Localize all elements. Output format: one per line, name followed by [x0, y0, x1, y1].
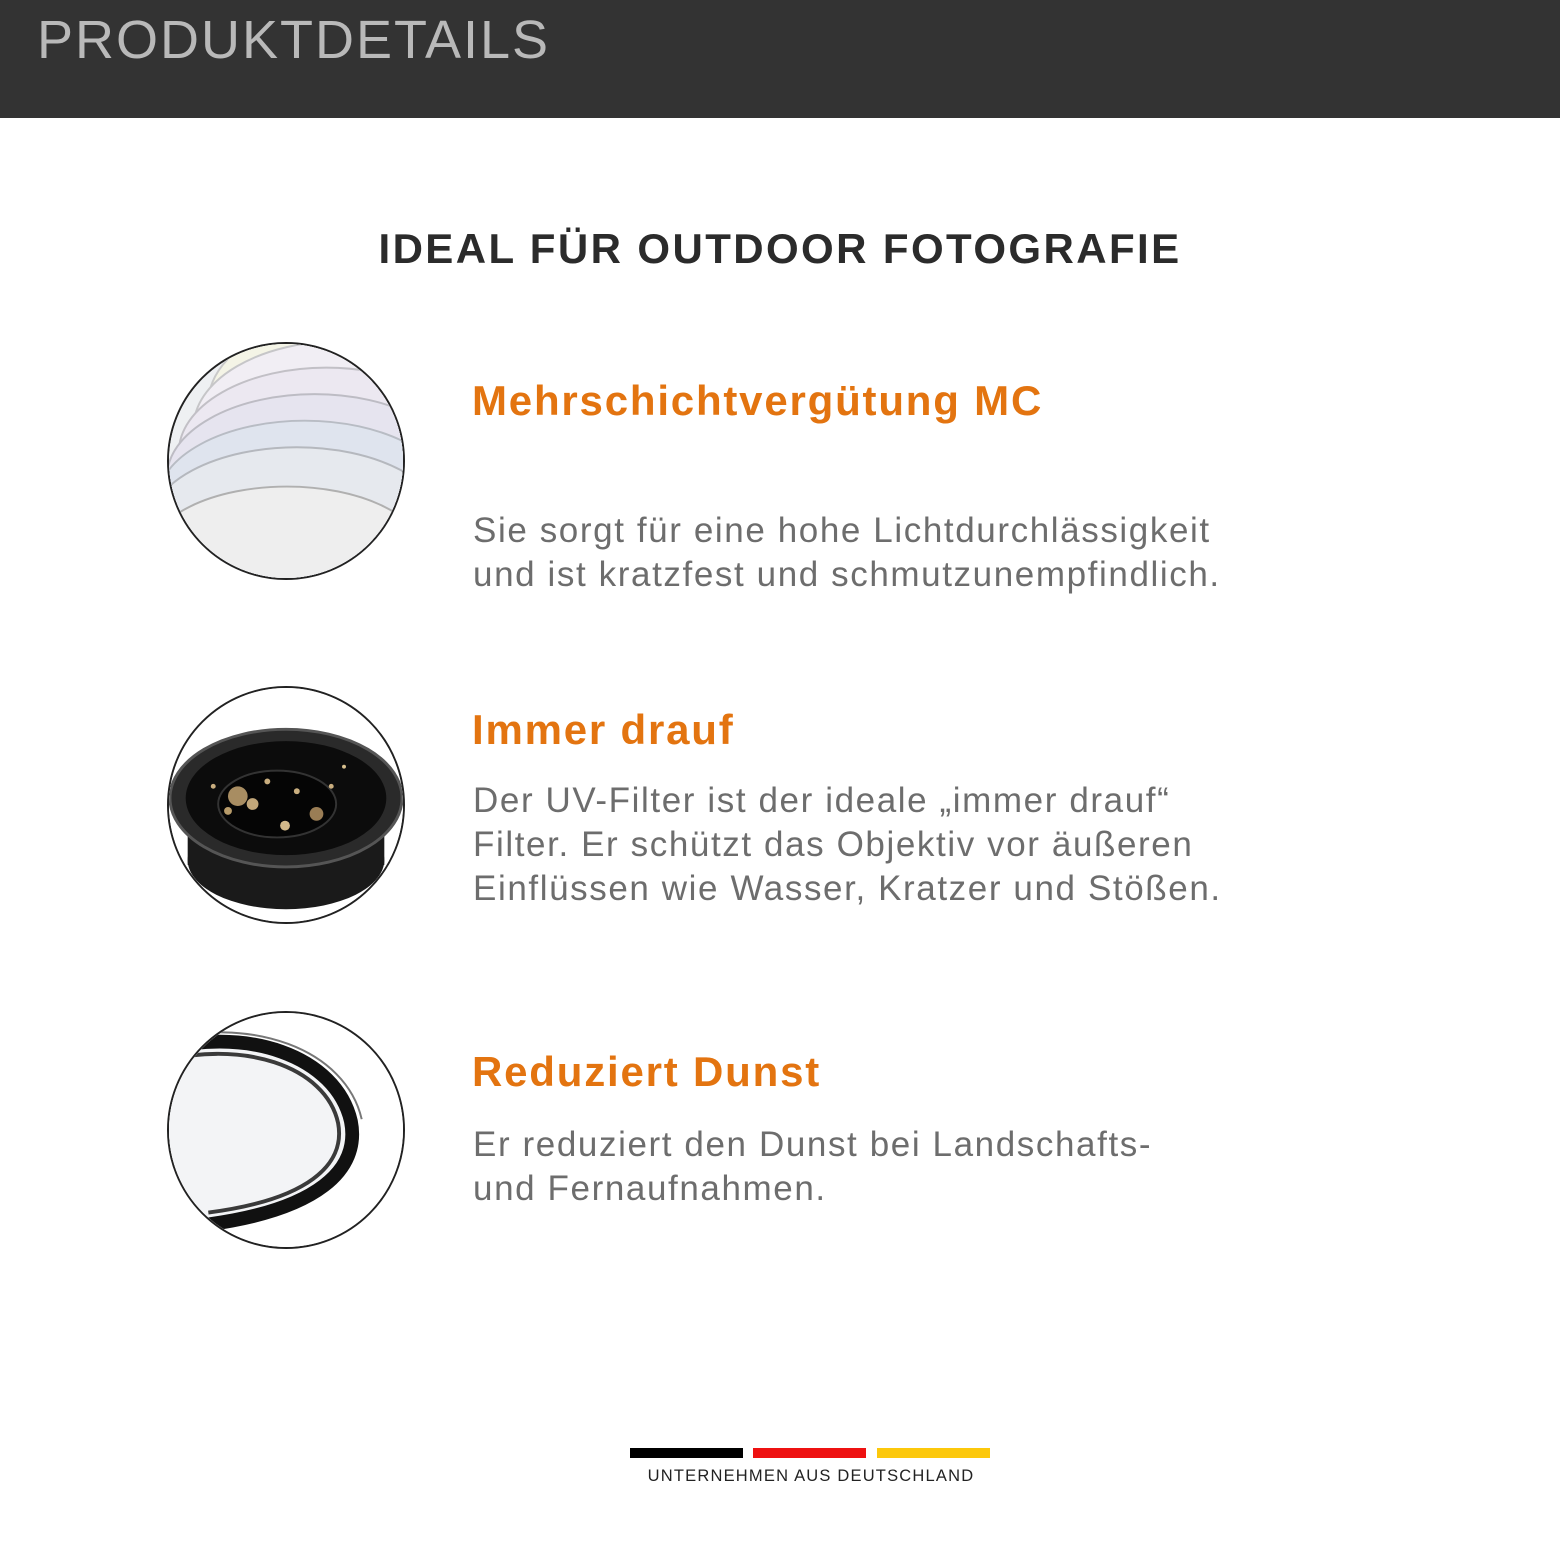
flag-stripe-red [753, 1448, 866, 1458]
feature-description-line: Der UV-Filter ist der ideale „immer drauf“ [473, 781, 1171, 820]
feature-description [473, 1123, 1373, 1211]
lens-with-dust-image [167, 686, 405, 924]
feature-description-line: Filter. Er schützt das Objektiv vor äußeren [473, 825, 1194, 864]
page-heading: IDEAL FÜR OUTDOOR FOTOGRAFIE [378, 225, 1182, 272]
header-title: PRODUKTDETAILS [37, 10, 551, 70]
feature-description-line: und Fernaufnahmen. [473, 1169, 827, 1208]
feature-description-line: Einflüssen wie Wasser, Kratzer und Stößen. [473, 869, 1222, 908]
feature-title: Immer drauf [472, 706, 735, 753]
filter-ring-closeup-image [167, 1011, 405, 1249]
multicoating-layers-image [167, 342, 405, 580]
footer-label: UNTERNEHMEN AUS DEUTSCHLAND [647, 1467, 975, 1485]
feature-description-line: Sie sorgt für eine hohe Lichtdurchlässigkeit [473, 511, 1211, 550]
feature-description-line: Er reduziert den Dunst bei Landschafts- [473, 1125, 1153, 1164]
header-bar [0, 0, 1560, 118]
feature-description-line: und ist kratzfest und schmutzunempfindlich. [473, 555, 1221, 594]
feature-title: Reduziert Dunst [472, 1048, 822, 1095]
feature-description [473, 779, 1373, 911]
feature-description [473, 509, 1373, 597]
flag-stripe-gold [877, 1448, 990, 1458]
flag-stripe-black [630, 1448, 743, 1458]
feature-title: Mehrschichtvergütung MC [472, 377, 1044, 424]
